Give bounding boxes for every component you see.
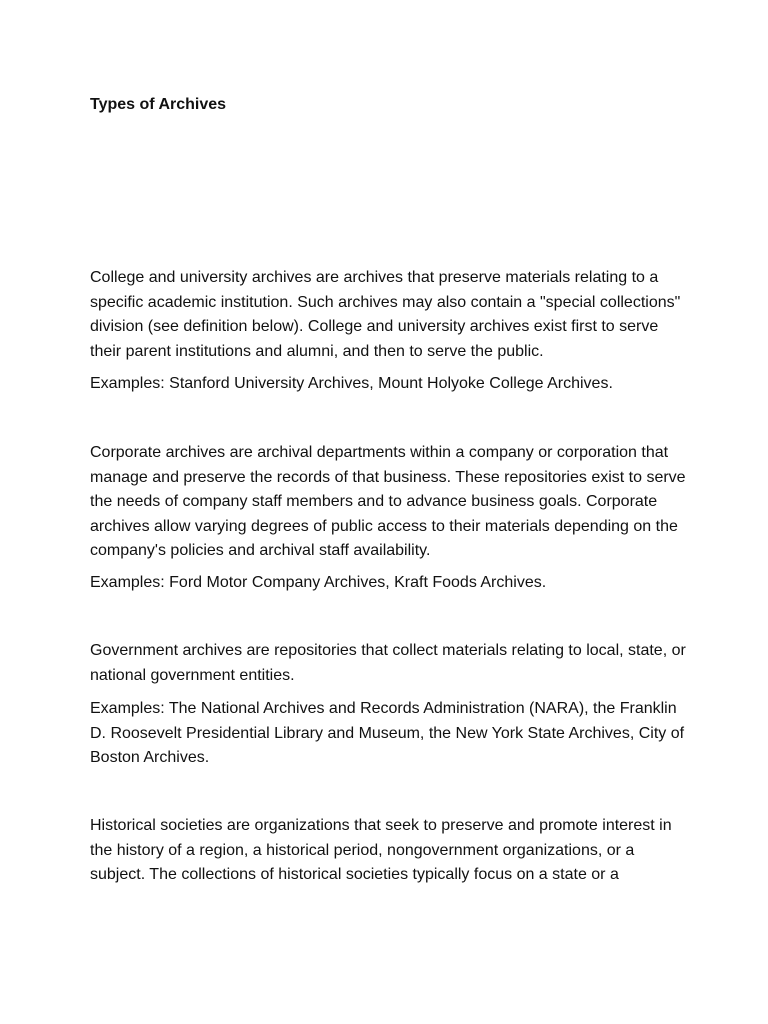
paragraph-government-examples: Examples: The National Archives and Records Administration (NARA), the Franklin D. Roosevelt Presidential Library and Museum, the New York State Archives, City of Boston Archives. <box>90 700 685 767</box>
paragraph-college-archives: College and university archives are archives that preserve materials relating to a specific academic institution. Such archives may also contain a "special collections" division (see definition below). College and university archives exist first to serve their parent institutions and alumni, and then to serve the public. <box>90 269 681 360</box>
paragraph-government-archives: Government archives are repositories that collect materials relating to local, state, or national government entities. <box>90 642 686 684</box>
paragraph-corporate-archives: Corporate archives are archival departments within a company or corporation that manage and preserve the records of that business. These repositories exist to serve the needs of company staff members and to advance business goals. Corporate archives allow varying degrees of public access to their materials depending on the company's policies and archival staff availability. <box>90 444 686 560</box>
paragraph-college-examples: Examples: Stanford University Archives, Mount Holyoke College Archives. <box>90 375 613 392</box>
paragraph-corporate-examples: Examples: Ford Motor Company Archives, Kraft Foods Archives. <box>90 574 547 591</box>
document-title: Types of Archives <box>90 96 227 113</box>
paragraph-historical-societies: Historical societies are organizations that seek to preserve and promote interest in the history of a region, a historical period, nongovernment organizations, or a subject. The collections of historical societies typically focus on a state or a <box>90 817 672 884</box>
